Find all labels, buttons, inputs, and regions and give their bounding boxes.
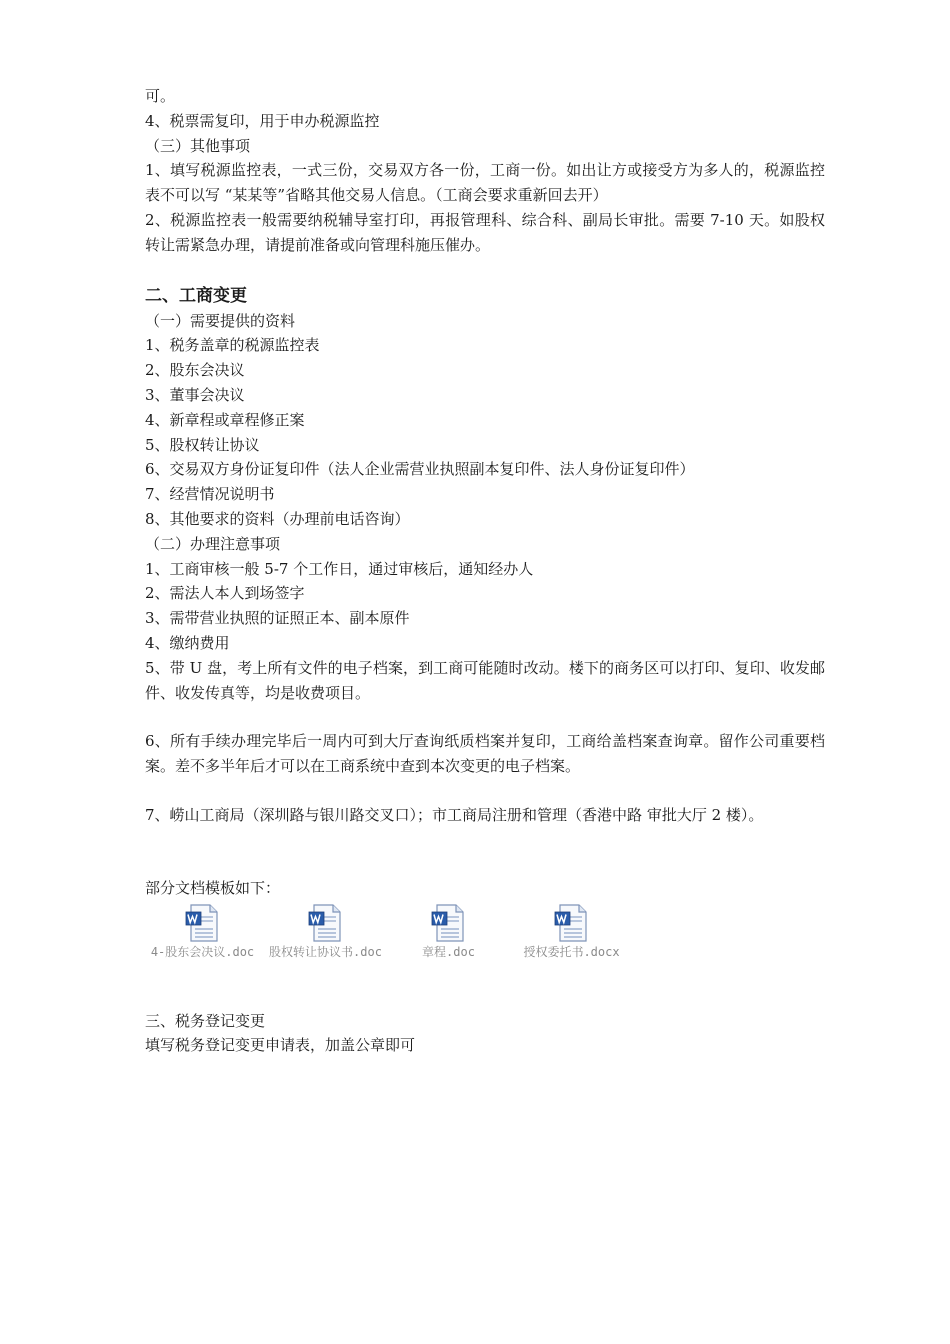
template-file[interactable] bbox=[141, 903, 264, 993]
material-item-3: 3、董事会决议 bbox=[145, 385, 245, 404]
required-materials-heading: （一）需要提供的资料 bbox=[145, 311, 296, 330]
note-item-5: 5、带 U 盘，考上所有文件的电子档案，到工商可能随时改动。楼下的商务区可以打印、复印、收发邮件、收发传真等，均是收费项目。 bbox=[145, 658, 825, 702]
other-matters-heading: （三）其他事项 bbox=[145, 136, 251, 155]
note-item-3: 3、需带营业执照的证照正本、副本原件 bbox=[145, 609, 410, 628]
note-item-4: 4、缴纳费用 bbox=[145, 633, 230, 652]
note-item-7: 7、崂山工商局（深圳路与银川路交叉口）；市工商局注册和管理（香港中路 审批大厅 2 楼）。 bbox=[145, 805, 764, 824]
template-file-name: 4-股东会决议.doc bbox=[150, 944, 255, 959]
template-file-name: 股权转让协议书.doc bbox=[269, 944, 382, 959]
template-file-list bbox=[141, 903, 825, 993]
note-item-1: 1、工商审核一般 5-7 个工作日，通过审核后，通知经办人 bbox=[145, 559, 534, 578]
word-document-icon bbox=[306, 903, 346, 943]
note-item-2: 2、需法人本人到场签字 bbox=[145, 584, 305, 603]
section-2-title: 二、工商变更 bbox=[145, 285, 247, 306]
procedure-notes-heading: （二）办理注意事项 bbox=[145, 534, 281, 553]
spacer bbox=[145, 705, 825, 729]
material-item-7: 7、经营情况说明书 bbox=[145, 485, 275, 504]
template-file-name: 授权委托书.docx bbox=[523, 944, 620, 959]
word-document-icon bbox=[183, 903, 223, 943]
material-item-4: 4、新章程或章程修正案 bbox=[145, 410, 305, 429]
material-item-2: 2、股东会决议 bbox=[145, 361, 245, 380]
template-file-name: 章程.doc bbox=[422, 944, 475, 959]
material-item-8: 8、其他要求的资料（办理前电话咨询） bbox=[145, 509, 410, 528]
template-file[interactable] bbox=[510, 903, 633, 993]
spacer bbox=[145, 828, 825, 876]
material-item-1: 1、税务盖章的税源监控表 bbox=[145, 336, 320, 355]
note-item-6: 6、所有手续办理完毕后一周内可到大厅查询纸质档案并复印，工商给盖档案查询章。留作公司重要档案。差不多半年后才可以在工商系统中查到本次变更的电子档案。 bbox=[145, 732, 825, 776]
material-item-5: 5、股权转让协议 bbox=[145, 435, 260, 454]
other-matters-item-1: 1、填写税源监控表，一式三份，交易双方各一份，工商一份。如出让方或接受方为多人的，税源监控表不可以写 “某某等”省略其他交易人信息。（工商会要求重新回去开） bbox=[145, 161, 825, 205]
spacer bbox=[145, 779, 825, 803]
section-3-body: 填写税务登记变更申请表，加盖公章即可 bbox=[145, 1036, 416, 1055]
templates-label: 部分文档模板如下： bbox=[145, 878, 281, 897]
document-page bbox=[145, 84, 825, 1058]
other-matters-item-2: 2、税源监控表一般需要纳税辅导室打印，再报管理科、综合科、副局长审批。需要 7-10 天。如股权转让需紧急办理，请提前准备或向管理科施压催办。 bbox=[145, 210, 825, 254]
word-document-icon bbox=[552, 903, 592, 943]
section-3-title: 三、税务登记变更 bbox=[145, 1011, 266, 1030]
word-document-icon bbox=[429, 903, 469, 943]
tax-item-4: 4、税票需复印，用于申办税源监控 bbox=[145, 111, 380, 130]
material-item-6: 6、交易双方身份证复印件（法人企业需营业执照副本复印件、法人身份证复印件） bbox=[145, 460, 695, 479]
template-file[interactable] bbox=[264, 903, 387, 993]
template-file[interactable] bbox=[387, 903, 510, 993]
continued-text: 可。 bbox=[145, 87, 176, 105]
